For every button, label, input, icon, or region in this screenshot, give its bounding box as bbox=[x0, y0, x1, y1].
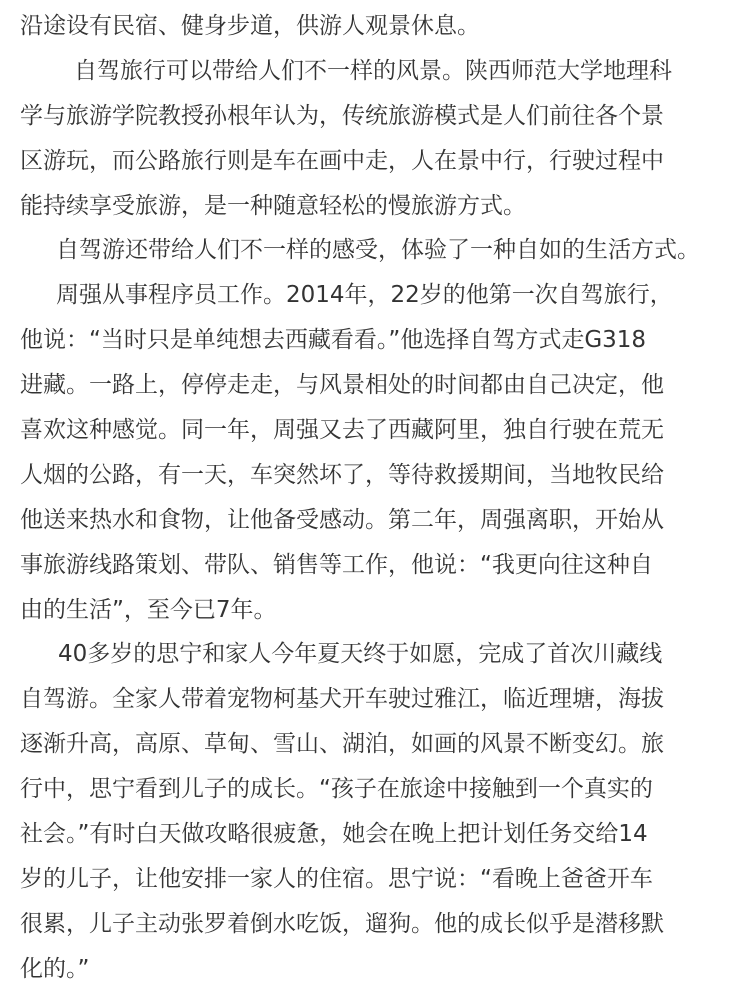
text-line: 社会。”有时白天做攻略很疲惫，她会在晚上把计划任务交给14 bbox=[20, 821, 648, 848]
text-line: 他送来热水和食物，让他备受感动。第二年，周强离职，开始从 bbox=[20, 506, 664, 533]
text-line: 很累，儿子主动张罗着倒水吃饭，遛狗。他的成长似乎是潜移默 bbox=[20, 910, 664, 937]
text-line: 喜欢这种感觉。同一年，周强又去了西藏阿里，独自行驶在荒无 bbox=[20, 417, 664, 444]
text-line: 人烟的公路，有一天，车突然坏了，等待救援期间，当地牧民给 bbox=[20, 461, 664, 488]
text-line: 学与旅游学院教授孙根年认为，传统旅游模式是人们前往各个景 bbox=[20, 102, 664, 129]
paragraph-start-line: 自驾游还带给人们不一样的感受，体验了一种自如的生活方式。 bbox=[56, 237, 700, 264]
text-line: 由的生活”，至今已7年。 bbox=[20, 596, 277, 623]
text-line: 沿途设有民宿、健身步道，供游人观景休息。 bbox=[20, 13, 480, 39]
text-line: 岁的儿子，让他安排一家人的住宿。思宁说：“看晚上爸爸开车 bbox=[20, 865, 653, 892]
text-line: 区游玩，而公路旅行则是车在画中走，人在景中行，行驶过程中 bbox=[20, 147, 664, 174]
text-line: 事旅游线路策划、带队、销售等工作，他说：“我更向往这种自 bbox=[20, 551, 653, 578]
paragraph-start-line: 周强从事程序员工作。2014年，22岁的他第一次自驾旅行， bbox=[56, 282, 673, 309]
paragraph-start-line: 40多岁的思宁和家人今年夏天终于如愿，完成了首次川藏线 bbox=[58, 641, 663, 668]
text-line: 化的。” bbox=[20, 955, 90, 982]
text-line: 自驾游。全家人带着宠物柯基犬开车驶过雅江，临近理塘，海拔 bbox=[20, 686, 664, 713]
paragraph-start-line: 自驾旅行可以带给人们不一样的风景。陕西师范大学地理科 bbox=[74, 57, 672, 84]
text-line: 进藏。一路上，停停走走，与风景相处的时间都由自己决定，他 bbox=[20, 372, 664, 399]
text-line: 行中，思宁看到儿子的成长。“孩子在旅途中接触到一个真实的 bbox=[20, 776, 653, 803]
text-line: 逐渐升高，高原、草甸、雪山、湖泊，如画的风景不断变幻。旅 bbox=[20, 731, 664, 758]
text-line: 他说：“当时只是单纯想去西藏看看。”他选择自驾方式走G318 bbox=[20, 327, 647, 354]
text-line: 能持续享受旅游，是一种随意轻松的慢旅游方式。 bbox=[20, 192, 526, 219]
